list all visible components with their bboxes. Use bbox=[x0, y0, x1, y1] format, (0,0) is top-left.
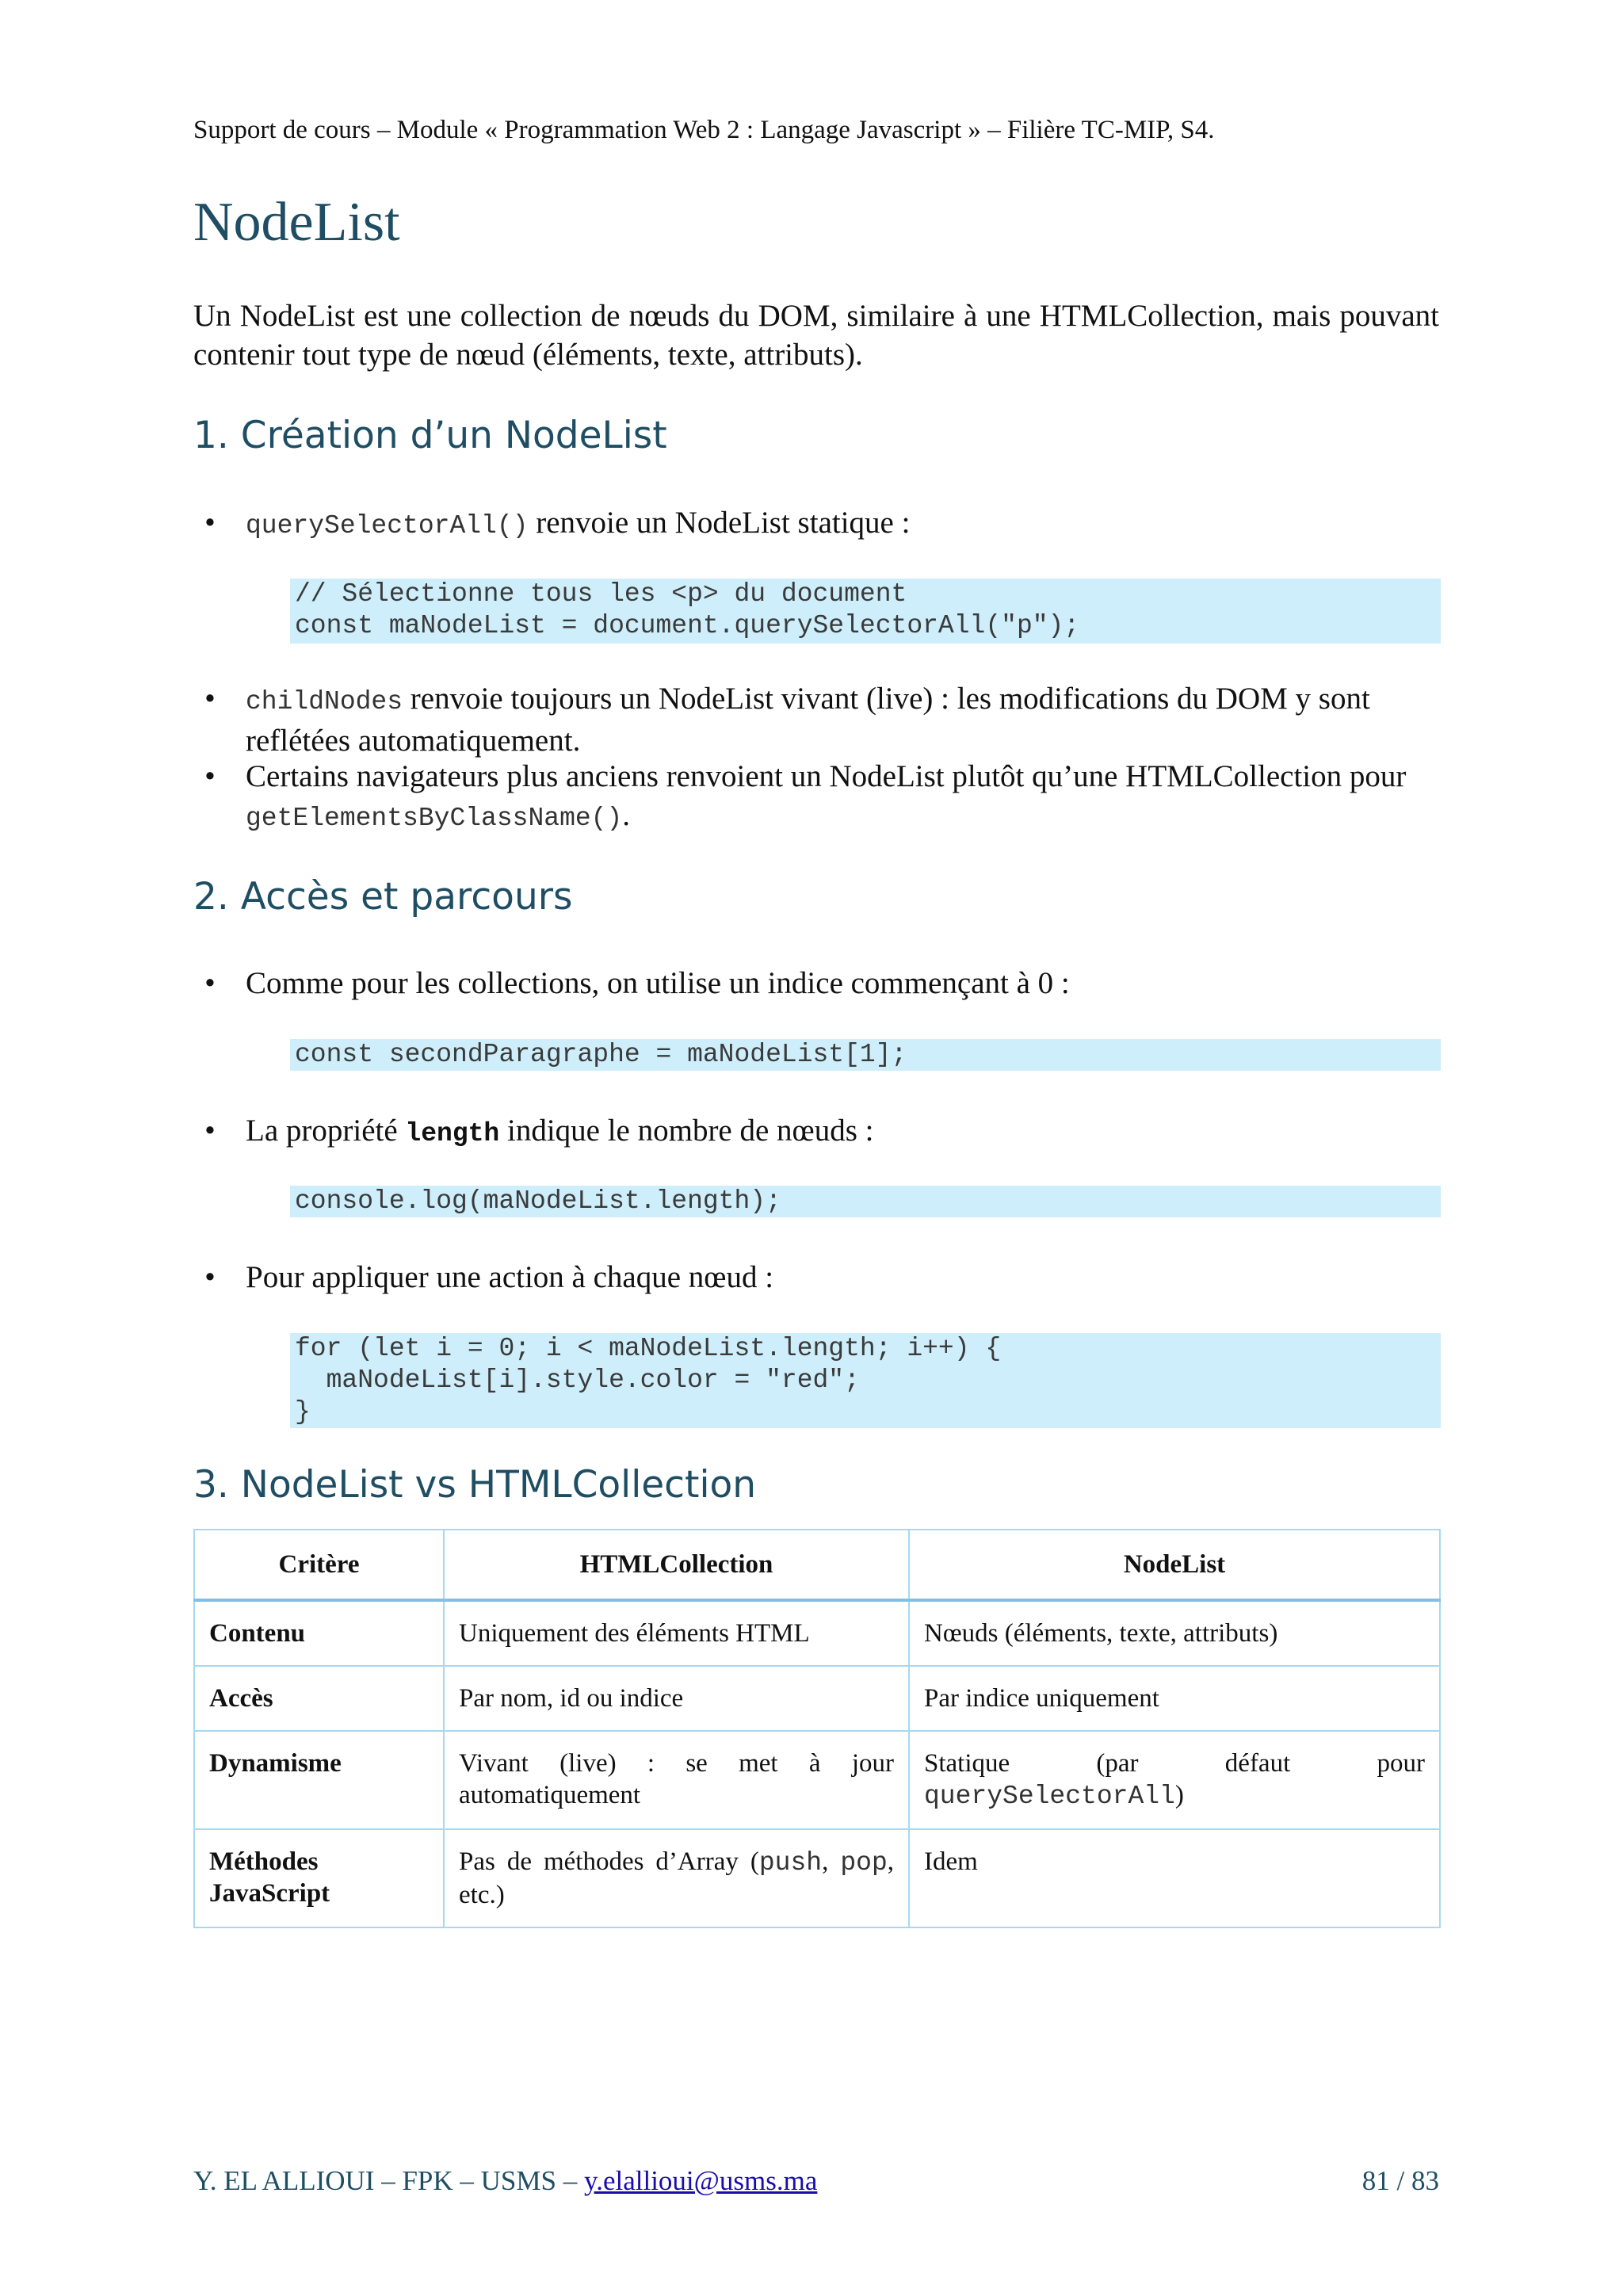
list-item bbox=[204, 1258, 1439, 1297]
table-cell-criterion: Dynamisme bbox=[194, 1731, 444, 1829]
table-cell: Nœuds (éléments, texte, attributs) bbox=[909, 1600, 1440, 1666]
bullet-text: La propriété bbox=[246, 1114, 406, 1148]
inline-code: push bbox=[758, 1848, 823, 1878]
section-3-heading: 3. NodeList vs HTMLCollection bbox=[193, 1463, 757, 1507]
cell-text-end: ) bbox=[1174, 1781, 1184, 1809]
bullet-icon: • bbox=[204, 759, 216, 793]
bullet-text: Comme pour les collections, on utilise un indice commençant à 0 : bbox=[246, 966, 1070, 1000]
page-number: 81 / 83 bbox=[1361, 2165, 1439, 2196]
bullet-text: renvoie un NodeList statique : bbox=[528, 506, 911, 540]
cell-text: Statique (par défaut pour bbox=[924, 1749, 1425, 1778]
list-item bbox=[204, 503, 1439, 545]
table-header-row bbox=[194, 1530, 1440, 1600]
code-block: const secondParagraphe = maNodeList[1]; bbox=[290, 1039, 1441, 1071]
code-line: maNodeList[i].style.color = "red"; bbox=[295, 1366, 860, 1395]
inline-code: length bbox=[405, 1119, 500, 1148]
code-line: } bbox=[295, 1397, 311, 1427]
table-row bbox=[194, 1731, 1440, 1829]
code-line: for (let i = 0; i < maNodeList.length; i++) { bbox=[295, 1334, 1002, 1363]
inline-code: querySelectorAll bbox=[924, 1782, 1175, 1811]
column-header: Critère bbox=[194, 1530, 444, 1600]
bullet-icon: • bbox=[204, 1114, 216, 1148]
bullet-text: indique le nombre de nœuds : bbox=[499, 1114, 874, 1148]
table-row bbox=[194, 1600, 1440, 1666]
list-item bbox=[204, 679, 1439, 760]
footer-email-link[interactable]: y.elallioui@usms.ma bbox=[583, 2165, 818, 2196]
bullet-text: Pour appliquer une action à chaque nœud : bbox=[246, 1260, 774, 1294]
code-line: const maNodeList = document.querySelectorAll("p"); bbox=[295, 611, 1080, 640]
bullet-text-end: . bbox=[622, 798, 631, 832]
section-2-heading: 2. Accès et parcours bbox=[193, 875, 573, 919]
table-row bbox=[194, 1666, 1440, 1731]
inline-code: querySelectorAll() bbox=[246, 511, 529, 541]
column-header: HTMLCollection bbox=[444, 1530, 909, 1600]
table-cell: Idem bbox=[909, 1829, 1440, 1927]
page-title: NodeList bbox=[193, 192, 400, 253]
bullet-icon: • bbox=[204, 966, 216, 1000]
bullet-text: Certains navigateurs plus anciens renvoient un NodeList plutôt qu’une HTMLCollection pour bbox=[246, 759, 1407, 793]
table-cell-criterion: Accès bbox=[194, 1666, 444, 1731]
code-block bbox=[290, 579, 1441, 644]
document-page bbox=[193, 0, 1439, 2296]
cell-text: , bbox=[822, 1847, 841, 1876]
code-block bbox=[290, 1333, 1441, 1428]
bullet-icon: • bbox=[204, 1260, 216, 1294]
cell-text-end: , etc.) bbox=[459, 1847, 895, 1909]
table-cell bbox=[444, 1829, 909, 1927]
list-item bbox=[204, 964, 1439, 1003]
table-cell: Par nom, id ou indice bbox=[444, 1666, 909, 1731]
table-cell: Vivant (live) : se met à jour automatiquement bbox=[444, 1731, 909, 1829]
column-header: NodeList bbox=[909, 1530, 1440, 1600]
list-item bbox=[204, 757, 1439, 838]
code-line: // Sélectionne tous les <p> du document bbox=[295, 579, 907, 609]
inline-code: getElementsByClassName() bbox=[246, 804, 623, 833]
table-cell: Uniquement des éléments HTML bbox=[444, 1600, 909, 1666]
footer-author bbox=[193, 2165, 817, 2197]
bullet-icon: • bbox=[204, 506, 216, 540]
table-cell bbox=[909, 1731, 1440, 1829]
section-1-heading: 1. Création d’un NodeList bbox=[193, 414, 667, 457]
table-cell-criterion: Méthodes JavaScript bbox=[194, 1829, 444, 1927]
table-cell: Par indice uniquement bbox=[909, 1666, 1440, 1731]
cell-text: Pas de méthodes d’Array ( bbox=[459, 1847, 759, 1876]
intro-paragraph: Un NodeList est une collection de nœuds du DOM, similaire à une HTMLCollection, mais pouvant contenir tout type de nœud (éléments, texte, attributs). bbox=[193, 299, 1439, 372]
list-item bbox=[204, 1111, 1439, 1153]
code-block: console.log(maNodeList.length); bbox=[290, 1186, 1441, 1217]
table-cell-criterion: Contenu bbox=[194, 1600, 444, 1666]
inline-code: pop bbox=[840, 1848, 888, 1878]
bullet-icon: • bbox=[204, 682, 216, 716]
table-row bbox=[194, 1829, 1440, 1927]
inline-code: childNodes bbox=[246, 687, 403, 716]
running-header: Support de cours – Module « Programmation Web 2 : Langage Javascript » – Filière TC-MIP, S4. bbox=[193, 116, 1215, 144]
footer-author-text: Y. EL ALLIOUI – FPK – USMS – bbox=[193, 2165, 584, 2196]
comparison-table bbox=[193, 1529, 1441, 1928]
bullet-text: renvoie toujours un NodeList vivant (live) : les modifications du DOM y sont reflétées automatiquement. bbox=[246, 682, 1370, 758]
